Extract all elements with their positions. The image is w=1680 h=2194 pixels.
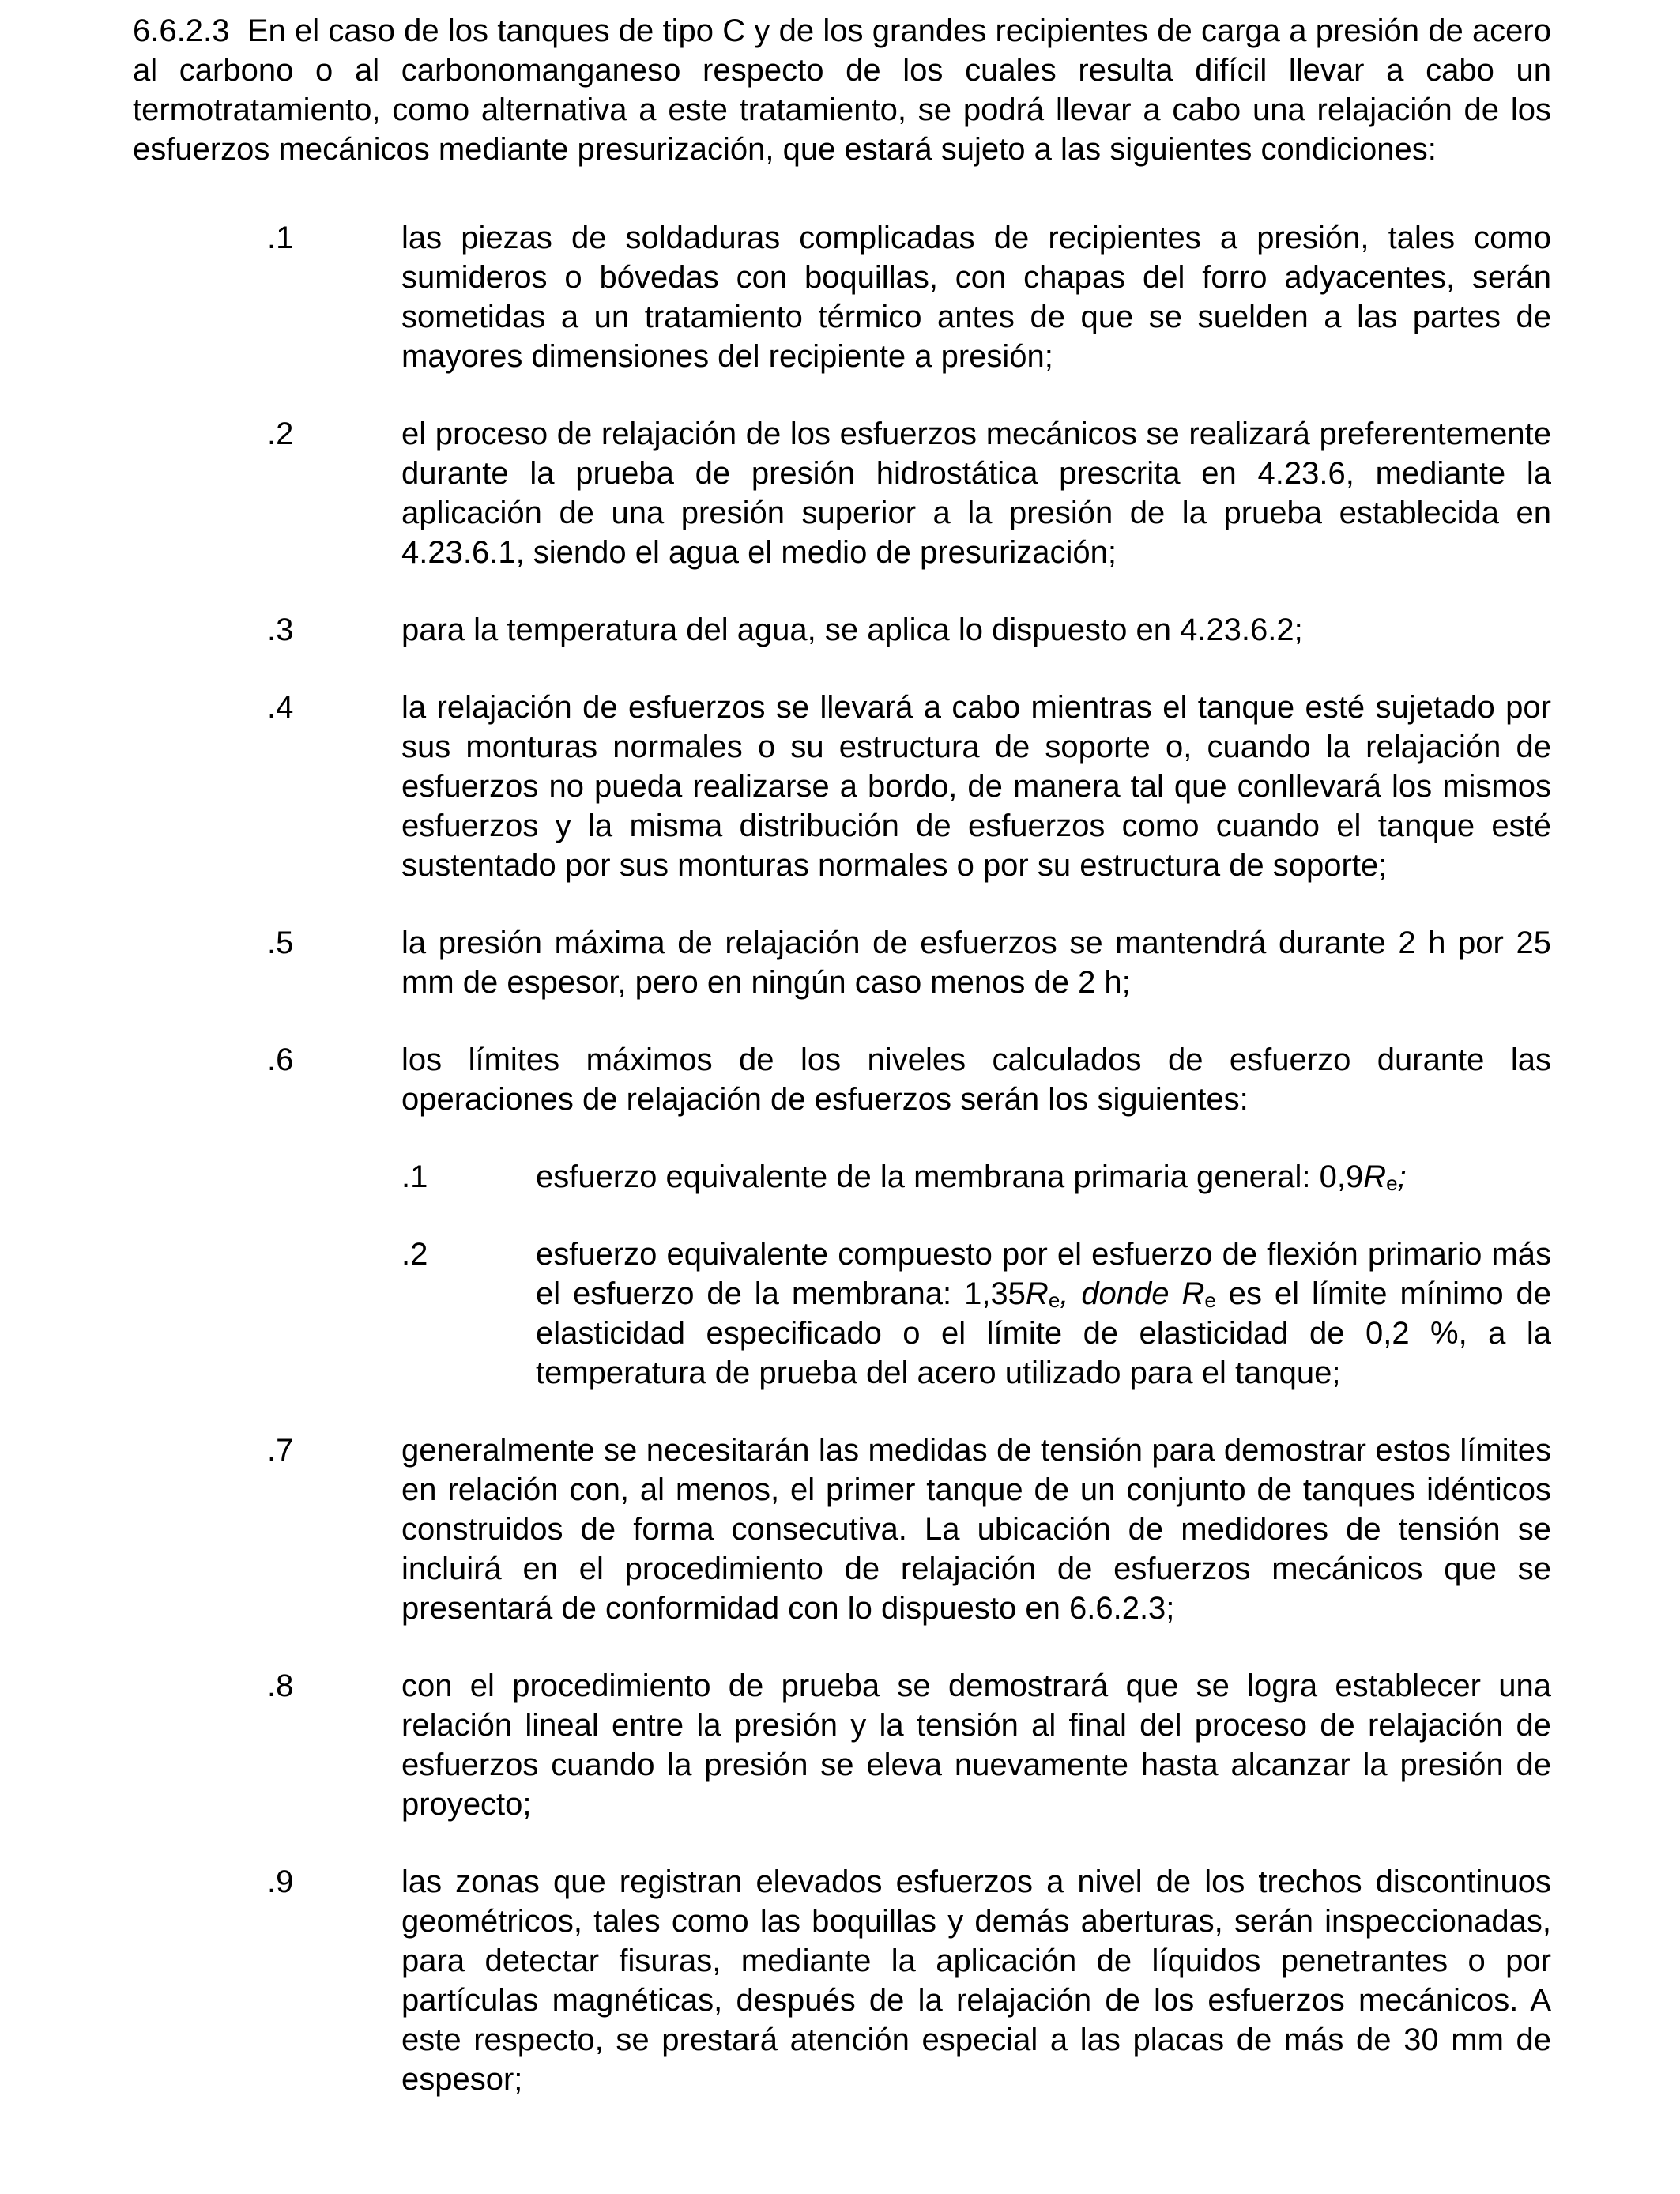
list-item-7 [133, 1431, 1551, 1628]
list-item-number: .6 [267, 1042, 294, 1077]
list-item-text: las zonas que registran elevados esfuerzos a nivel de los trechos discontinuos geométricos, tales como las boquillas y demás aberturas, serán inspeccionadas, para detectar fisuras, mediante la aplicación de líquidos penetrantes o por partículas magnéticas, después de la relajación de los esfuerzos mecánicos. A este respecto, se prestará atención especial a las placas de más de 30 mm de espesor; [401, 1864, 1551, 2097]
sub-item-number: .2 [401, 1237, 428, 1272]
list-item-text: el proceso de relajación de los esfuerzos mecánicos se realizará preferentemente durante la prueba de presión hidrostática prescrita en 4.23.6, mediante la aplicación de una presión superior a la presión de la prueba establecida en 4.23.6.1, siendo el agua el medio de presurización; [401, 417, 1551, 570]
list-item-text: generalmente se necesitarán las medidas de tensión para demostrar estos límites en relación con, al menos, el primer tanque de un conjunto de tanques idénticos construidos de forma consecutiva. La ubicación de medidores de tensión se incluirá en el procedimiento de relajación de esfuerzos mecánicos que se presentará de conformidad con lo dispuesto en 6.6.2.3; [401, 1433, 1551, 1626]
sub-item-text-part: esfuerzo equivalente de la membrana primaria general: 0,9 [536, 1159, 1364, 1194]
list-item-number: .9 [267, 1864, 294, 1899]
list-item-number: .3 [267, 613, 294, 647]
intro-paragraph [133, 11, 1551, 169]
list-item-6 [133, 1040, 1551, 1119]
sub-item-6-2 [133, 1235, 1551, 1393]
document-page [133, 11, 1551, 2099]
sub-item-text-part: , donde [1060, 1276, 1182, 1311]
sub-item-text-part: es el límite mínimo de elasticidad especificado o el límite de elasticidad de 0,2 %, a la temperatura de prueba del acero utilizado para el tanque; [536, 1276, 1551, 1390]
list-item-5 [133, 923, 1551, 1002]
symbol-r: R [1025, 1276, 1049, 1311]
intro-text: En el caso de los tanques de tipo C y de los grandes recipientes de carga a presión de acero al carbono o al carbonomanganeso respecto de los cuales resulta difícil llevar a cabo un termotratamiento, como alternativa a este tratamiento, se podrá llevar a cabo una relajación de los esfuerzos mecánicos mediante presurización, que estará sujeto a las siguientes condiciones: [133, 13, 1551, 167]
list-item-number: .5 [267, 925, 294, 960]
subscript-e: e [1386, 1171, 1398, 1195]
list-item-text: con el procedimiento de prueba se demostrará que se logra establecer una relación lineal entre la presión y la tensión al final del proceso de relajación de esfuerzos cuando la presión se eleva nuevamente hasta alcanzar la presión de proyecto; [401, 1668, 1551, 1822]
list-item-9 [133, 1862, 1551, 2099]
symbol-r: R [1363, 1159, 1387, 1194]
sub-item-number: .1 [401, 1159, 428, 1194]
sub-item-text-part: ; [1397, 1159, 1407, 1194]
sub-item-text-part: esfuerzo equivalente compuesto por el esfuerzo de flexión primario más el esfuerzo de la membrana: 1,35 [536, 1237, 1551, 1311]
sub-item-text [536, 1235, 1551, 1393]
list-item-text: la presión máxima de relajación de esfuerzos se mantendrá durante 2 h por 25 mm de espesor, pero en ningún caso menos de 2 h; [401, 925, 1551, 1000]
intro-number: 6.6.2.3 [133, 13, 230, 48]
list-item-8 [133, 1666, 1551, 1824]
sub-item-text [536, 1157, 1551, 1197]
list-item-text: la relajación de esfuerzos se llevará a cabo mientras el tanque esté sujetado por sus monturas normales o su estructura de soporte o, cuando la relajación de esfuerzos no pueda realizarse a bordo, de manera tal que conllevará los mismos esfuerzos y la misma distribución de esfuerzos como cuando el tanque esté sustentado por sus monturas normales o por su estructura de soporte; [401, 690, 1551, 883]
list-item-2 [133, 414, 1551, 572]
list-item-3 [133, 610, 1551, 650]
list-item-text: para la temperatura del agua, se aplica lo dispuesto en 4.23.6.2; [401, 613, 1303, 647]
list-item-1 [133, 218, 1551, 376]
symbol-r: R [1181, 1276, 1205, 1311]
list-item-number: .2 [267, 417, 294, 451]
subscript-e: e [1048, 1288, 1060, 1312]
list-item-number: .4 [267, 690, 294, 725]
list-item-number: .7 [267, 1433, 294, 1468]
list-item-text: los límites máximos de los niveles calculados de esfuerzo durante las operaciones de relajación de esfuerzos serán los siguientes: [401, 1042, 1551, 1117]
list-item-number: .1 [267, 221, 294, 255]
list-item-number: .8 [267, 1668, 294, 1703]
sub-item-6-1 [133, 1157, 1551, 1197]
list-item-text: las piezas de soldaduras complicadas de recipientes a presión, tales como sumideros o bóvedas con boquillas, con chapas del forro adyacentes, serán sometidas a un tratamiento térmico antes de que se suelden a las partes de mayores dimensiones del recipiente a presión; [401, 221, 1551, 374]
subscript-e: e [1204, 1288, 1216, 1312]
list-item-4 [133, 688, 1551, 885]
